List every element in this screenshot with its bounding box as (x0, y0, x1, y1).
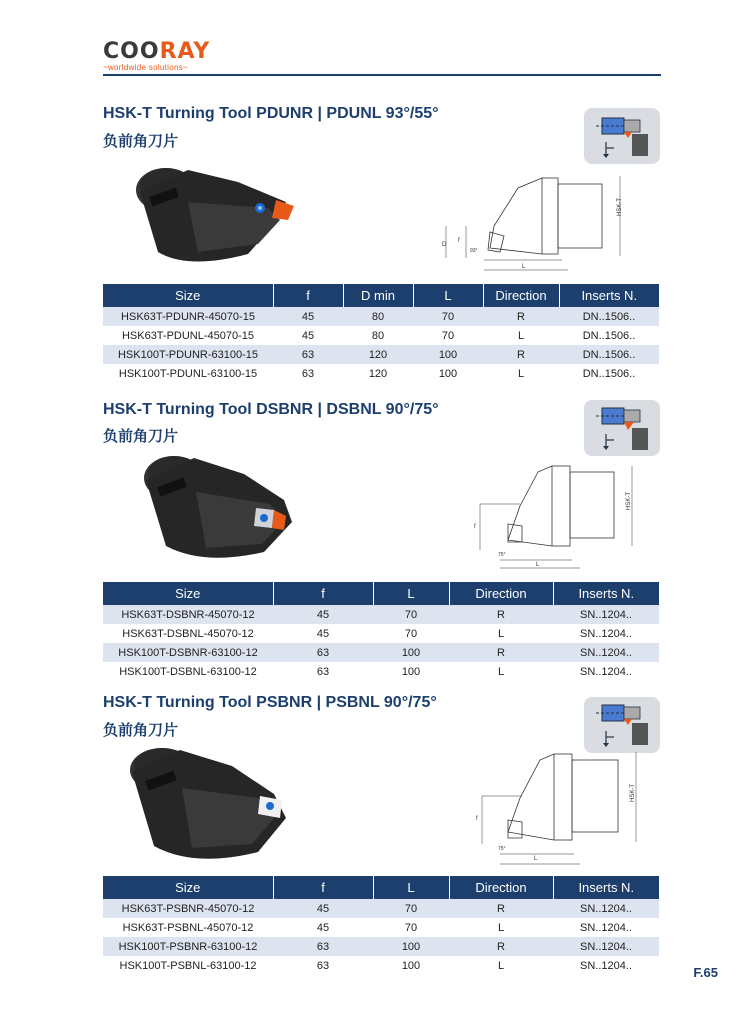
cell-size: HSK63T-PSBNL-45070-12 (122, 921, 254, 934)
cell-size: HSK63T-PDUNR-45070-15 (103, 307, 273, 326)
cell-direction: R (449, 605, 553, 624)
cell-direction: L (497, 627, 505, 640)
col-inserts: Inserts N. (559, 284, 659, 307)
cell-size: HSK63T-DSBNL-45070-12 (122, 627, 254, 640)
cell-inserts: SN..1204.. (580, 959, 632, 972)
table-header-row (103, 284, 659, 307)
table-row (103, 956, 659, 975)
section-2-spec-table (103, 582, 659, 681)
col-direction: Direction (483, 284, 559, 307)
drawing-1-d-label: D (442, 242, 447, 248)
cell-inserts: SN..1204.. (580, 921, 632, 934)
col-dmin: D min (343, 284, 413, 307)
cell-dmin: 120 (368, 367, 388, 380)
cell-l: 70 (404, 921, 418, 934)
col-f: f (273, 582, 373, 605)
cell-inserts: SN..1204.. (553, 899, 659, 918)
logo-tagline: ~worldwide solutions~ (103, 63, 189, 72)
table-row (103, 662, 659, 681)
table-row (103, 918, 659, 937)
col-size: Size (103, 582, 273, 605)
section-1-subtitle: 负前角刀片 (103, 132, 179, 150)
cell-inserts: DN..1506.. (559, 307, 659, 326)
cell-direction: L (497, 959, 505, 972)
logo-word-right: RAY (159, 39, 211, 64)
cell-dmin: 120 (343, 345, 413, 364)
cell-f: 45 (273, 307, 343, 326)
cell-l: 70 (373, 899, 449, 918)
table-header-row (103, 876, 659, 899)
col-l: L (373, 876, 449, 899)
section-3-tool-photo (120, 742, 300, 868)
cell-direction: L (517, 367, 525, 380)
page-number: F.65 (693, 965, 718, 980)
cell-size: HSK63T-PSBNR-45070-12 (103, 899, 273, 918)
col-direction: Direction (449, 582, 553, 605)
drawing-1-f-label: f (458, 238, 460, 244)
section-1-tool-photo (128, 162, 298, 270)
drawing-1-hsk-label: HSK-T (617, 198, 623, 216)
cell-direction: R (483, 307, 559, 326)
cell-inserts: DN..1506.. (582, 367, 636, 380)
logo-wordmark (103, 40, 223, 64)
drawing-2-l-label: L (536, 562, 540, 568)
table-row (103, 643, 659, 662)
cell-size: HSK100T-PDUNR-63100-15 (103, 345, 273, 364)
cell-f: 63 (301, 367, 315, 380)
section-1-dimension-drawing (432, 166, 632, 278)
table-row (103, 899, 659, 918)
table-row (103, 937, 659, 956)
drawing-1-l-label: L (522, 264, 526, 270)
col-inserts: Inserts N. (553, 582, 659, 605)
table-header-row (103, 582, 659, 605)
cell-size: HSK100T-PDUNL-63100-15 (118, 367, 258, 380)
cell-f: 45 (273, 899, 373, 918)
col-size: Size (103, 284, 273, 307)
cell-size: HSK100T-DSBNL-63100-12 (119, 665, 257, 678)
table-row (103, 345, 659, 364)
section-3-orientation-icon (584, 697, 660, 753)
section-2-dimension-drawing (460, 460, 640, 576)
section-3-dimension-drawing (468, 746, 648, 874)
cell-f: 63 (316, 665, 330, 678)
section-2-title: HSK-T Turning Tool DSBNR | DSBNL 90°/75° (103, 401, 439, 418)
col-f: f (273, 284, 343, 307)
cell-direction: L (497, 665, 505, 678)
cell-direction: R (449, 643, 553, 662)
cell-l: 70 (373, 605, 449, 624)
cell-f: 45 (301, 329, 315, 342)
cell-l: 70 (441, 329, 455, 342)
header-divider (103, 74, 661, 76)
cell-direction: L (497, 921, 505, 934)
drawing-2-hsk-label: HSK-T (626, 492, 632, 510)
drawing-3-l-label: L (534, 856, 538, 862)
section-1-spec-table (103, 284, 659, 383)
cell-l: 100 (373, 937, 449, 956)
table-row (103, 624, 659, 643)
cell-f: 45 (316, 921, 330, 934)
cell-inserts: SN..1204.. (553, 643, 659, 662)
section-2-tool-photo (134, 448, 304, 568)
cell-inserts: SN..1204.. (580, 627, 632, 640)
cell-size: HSK63T-DSBNR-45070-12 (103, 605, 273, 624)
cell-direction: R (449, 937, 553, 956)
cell-l: 100 (401, 665, 421, 678)
cell-l: 70 (404, 627, 418, 640)
drawing-3-f-label: f (476, 816, 478, 822)
table-row (103, 326, 659, 345)
cell-f: 63 (316, 959, 330, 972)
logo-word-left: COO (103, 39, 160, 64)
col-f: f (273, 876, 373, 899)
cell-f: 63 (273, 345, 343, 364)
drawing-2-f-label: f (474, 524, 476, 530)
cell-l: 100 (413, 345, 483, 364)
drawing-2-angle-label: 75° (498, 552, 506, 558)
section-2-orientation-icon (584, 400, 660, 456)
cell-l: 100 (373, 643, 449, 662)
cell-f: 63 (273, 643, 373, 662)
cell-f: 45 (316, 627, 330, 640)
cell-inserts: DN..1506.. (582, 329, 636, 342)
col-size: Size (103, 876, 273, 899)
cell-f: 63 (273, 937, 373, 956)
section-3-subtitle: 负前角刀片 (103, 721, 179, 739)
col-direction: Direction (449, 876, 553, 899)
cell-l: 100 (438, 367, 458, 380)
table-row (103, 605, 659, 624)
drawing-3-hsk-label: HSK-T (630, 784, 636, 802)
section-3-title: HSK-T Turning Tool PSBNR | PSBNL 90°/75° (103, 694, 437, 711)
section-1-title: HSK-T Turning Tool PDUNR | PDUNL 93°/55° (103, 105, 439, 122)
section-1-orientation-icon (584, 108, 660, 164)
cooray-logo (103, 40, 223, 74)
cell-inserts: SN..1204.. (553, 605, 659, 624)
col-l: L (373, 582, 449, 605)
table-row (103, 364, 659, 383)
table-row (103, 307, 659, 326)
cell-direction: L (517, 329, 525, 342)
cell-direction: R (449, 899, 553, 918)
cell-inserts: SN..1204.. (553, 937, 659, 956)
cell-f: 45 (273, 605, 373, 624)
section-3-spec-table (103, 876, 659, 975)
cell-size: HSK100T-DSBNR-63100-12 (103, 643, 273, 662)
cell-size: HSK100T-PSBNR-63100-12 (103, 937, 273, 956)
col-l: L (413, 284, 483, 307)
drawing-3-angle-label: 75° (498, 846, 506, 852)
cell-direction: R (483, 345, 559, 364)
cell-dmin: 80 (371, 329, 385, 342)
cell-size: HSK63T-PDUNL-45070-15 (121, 329, 255, 342)
cell-size: HSK100T-PSBNL-63100-12 (119, 959, 257, 972)
cell-inserts: SN..1204.. (580, 665, 632, 678)
section-2-subtitle: 负前角刀片 (103, 427, 179, 445)
cell-l: 100 (401, 959, 421, 972)
cell-inserts: DN..1506.. (559, 345, 659, 364)
cell-dmin: 80 (343, 307, 413, 326)
col-inserts: Inserts N. (553, 876, 659, 899)
cell-l: 70 (413, 307, 483, 326)
drawing-1-angle-label: 93° (470, 248, 478, 254)
